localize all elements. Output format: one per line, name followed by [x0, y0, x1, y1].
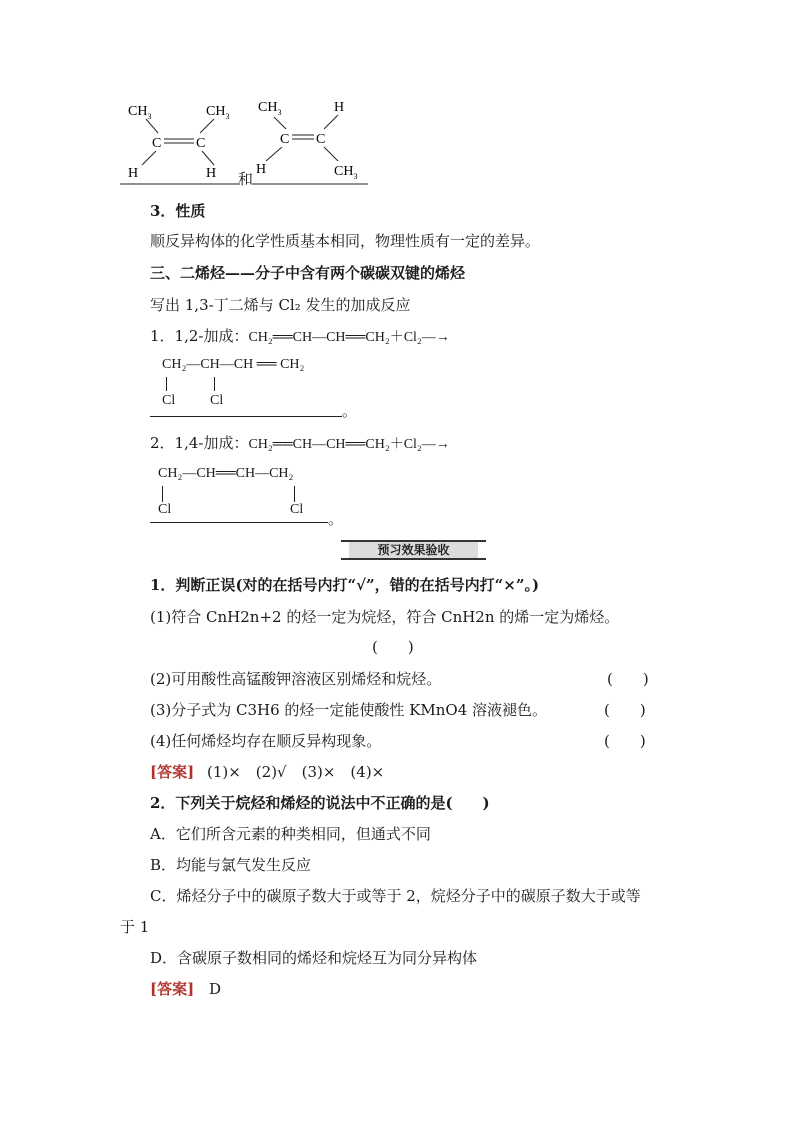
- q1-answer-tag: [答案]: [150, 763, 195, 781]
- preview-check-banner: 预习效果验收: [347, 540, 480, 560]
- bond-14b: [294, 486, 295, 502]
- q2-option-a: A．它们所含元素的种类相同，但通式不同: [150, 825, 431, 843]
- trans-bottom-left: H: [256, 162, 267, 177]
- q2-option-c-cont: 于 1: [120, 918, 150, 936]
- cis-c1: C: [152, 136, 162, 151]
- product-12-period: 。: [342, 402, 358, 420]
- q2-answer-text: D: [208, 980, 222, 998]
- item2-line: [150, 432, 450, 453]
- q2-answer-tag: [答案]: [150, 980, 195, 998]
- q1-stem: [150, 574, 539, 595]
- item1-label: 1．1,2-加成：: [150, 327, 249, 345]
- q1-stem-text: 1．判断正误(对的在括号内打“√”，错的在括号内打“×”。): [150, 576, 540, 594]
- joiner-and: 和: [238, 170, 254, 188]
- bond-12a: [166, 377, 167, 391]
- trans-top-right: H: [334, 100, 345, 115]
- product-14-cl1: Cl: [158, 502, 172, 517]
- product-12-blank: [150, 416, 342, 417]
- q1-item-3-paren: ( ): [604, 701, 646, 719]
- q2-option-c: C．烯烃分子中的碳原子数大于或等于 2，烷烃分子中的碳原子数大于或等: [150, 887, 641, 905]
- product-14: [156, 464, 336, 524]
- q2-answer: [150, 978, 221, 999]
- product-14-period: 。: [328, 510, 344, 528]
- product-12-cl2: Cl: [210, 393, 224, 408]
- section3-heading: 3．性质: [150, 202, 206, 220]
- item2-label: 2．1,4-加成：: [150, 434, 249, 452]
- trans-c1: C: [280, 132, 290, 147]
- cis-top-left: $CH_3$: [128, 104, 152, 121]
- trans-bottom-right: $CH_3$: [334, 164, 358, 181]
- product-12-cl1: Cl: [162, 393, 176, 408]
- cis-c2: C: [196, 136, 206, 151]
- q1-item-4: (4)任何烯烃均存在顺反异构现象。: [150, 732, 382, 750]
- q2-option-b: B．均能与氯气发生反应: [150, 856, 312, 874]
- diene-heading: 三、二烯烃——分子中含有两个碳碳双键的烯烃: [150, 264, 466, 282]
- q1-item-1: (1)符合 CnH2n+2 的烃一定为烷烃，符合 CnH2n 的烯一定为烯烃。: [150, 608, 620, 626]
- q1-item-1-paren: ( ): [372, 638, 414, 656]
- product-12: [160, 355, 350, 420]
- bond-12b: [214, 377, 215, 391]
- cis-structure: [118, 95, 242, 187]
- item1-reactant: CH₂══CH—CH══CH₂＋Cl₂—→: [248, 330, 450, 345]
- trans-structure: [252, 95, 372, 187]
- bond-14a: [162, 486, 163, 502]
- q1-answer-text: (1)× (2)√ (3)× (4)×: [206, 763, 385, 781]
- trans-top-left: $CH_3$: [258, 100, 282, 117]
- product-14-blank: [150, 522, 328, 523]
- item1-line: [150, 325, 450, 346]
- q1-item-3: (3)分子式为 C3H6 的烃一定能使酸性 KMnO4 溶液褪色。: [150, 701, 548, 719]
- diene-intro: 写出 1,3-丁二烯与 Cl₂ 发生的加成反应: [150, 296, 411, 314]
- product-12-top: CH₂—CH—CH ══ CH₂: [162, 357, 305, 372]
- q1-item-2: (2)可用酸性高锰酸钾溶液区别烯烃和烷烃。: [150, 670, 442, 688]
- cis-bottom-left: H: [128, 166, 139, 181]
- q2-stem: 2．下列关于烷烃和烯烃的说法中不正确的是( ): [150, 794, 490, 812]
- item2-reactant: CH₂══CH—CH══CH₂＋Cl₂—→: [248, 437, 450, 452]
- q1-item-4-paren: ( ): [604, 732, 646, 750]
- product-14-top: CH₂—CH══CH—CH₂: [158, 466, 294, 481]
- product-14-cl2: Cl: [290, 502, 304, 517]
- cis-top-right: $CH_3$: [206, 104, 230, 121]
- trans-c2: C: [316, 132, 326, 147]
- cis-bottom-right: H: [206, 166, 217, 181]
- q1-answer: [150, 761, 384, 782]
- section3-text: 顺反异构体的化学性质基本相同，物理性质有一定的差异。: [150, 232, 541, 250]
- q1-item-2-paren: ( ): [607, 670, 649, 688]
- q2-option-d: D．含碳原子数相同的烯烃和烷烃互为同分异构体: [150, 949, 478, 967]
